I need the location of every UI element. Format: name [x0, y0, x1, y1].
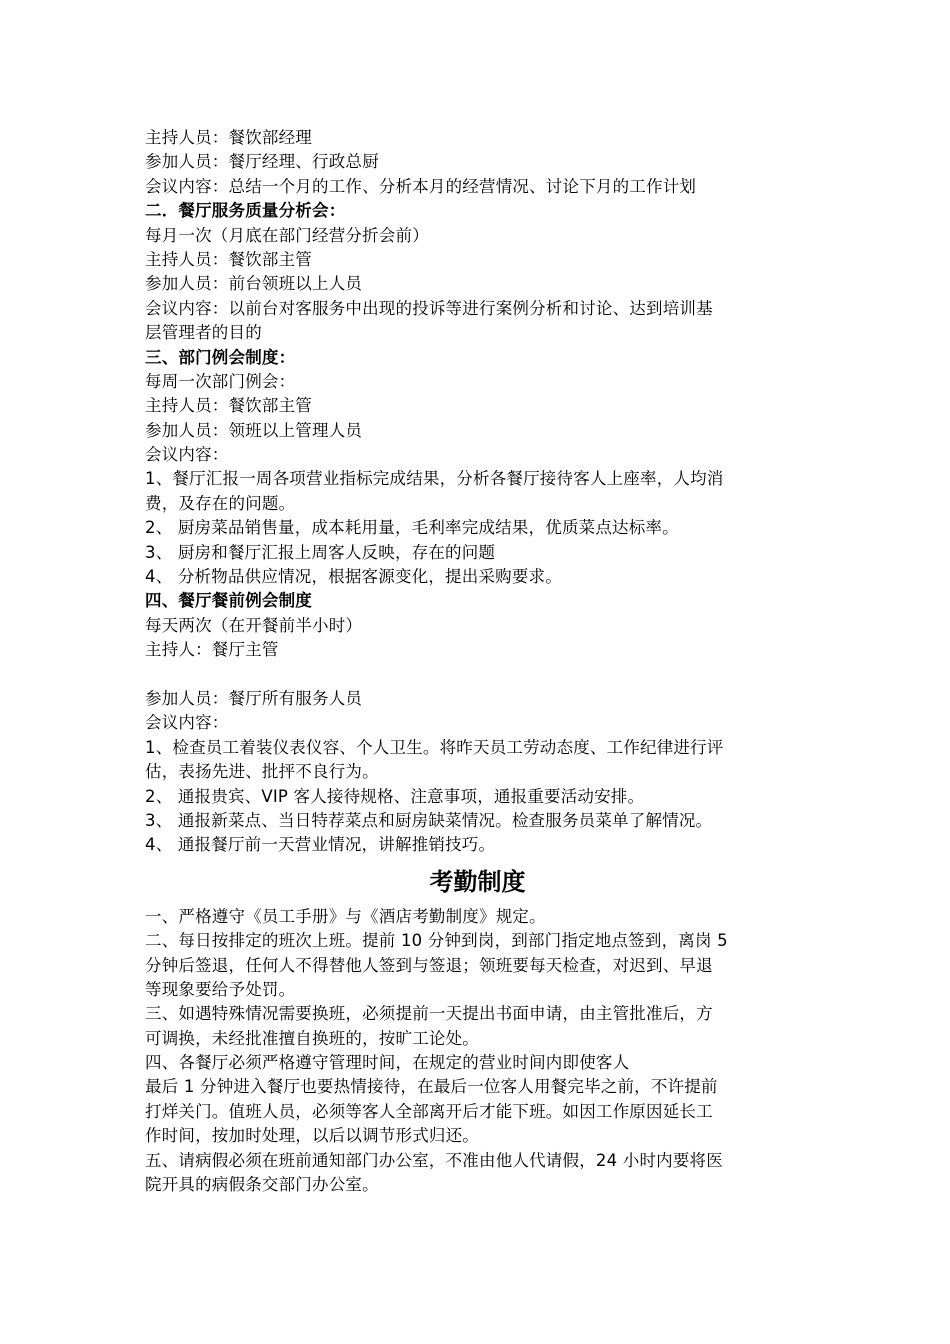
text-line: 主持人：餐厅主管 — [145, 640, 279, 660]
text-line: 参加人员：餐厅所有服务人员 — [145, 688, 363, 708]
list-item: 2、 通报贵宾、VIP 客人接待规格、注意事项，通报重要活动安排。 — [145, 786, 645, 806]
list-item: 3、 通报新菜点、当日特荐菜点和厨房缺菜情况。检查服务员菜单了解情况。 — [145, 810, 713, 830]
document-body — [145, 126, 810, 1197]
text-line: 会议内容：以前台对客服务中出现的投诉等进行案例分析和讨论、达到培训基 — [145, 298, 713, 318]
text-line: 可调换，未经批准擅自换班的，按旷工论处。 — [145, 1028, 479, 1048]
text-line: 每天两次（在开餐前半小时） — [145, 615, 363, 635]
text-line: 打烊关门。值班人员，必须等客人全部离开后才能下班。如因工作原因延长工 — [145, 1101, 713, 1121]
list-item: 4、 分析物品供应情况，根据客源变化，提出采购要求。 — [145, 567, 562, 587]
text-line: 五、请病假必须在班前通知部门办公室，不准由他人代请假，24 小时内要将医 — [145, 1150, 723, 1170]
list-item: 1、检查员工着装仪表仪容、个人卫生。将昨天员工劳动态度、工作纪律进行评 — [145, 737, 724, 757]
text-line: 分钟后签退，任何人不得替他人签到与签退；领班要每天检查，对迟到、早退 — [145, 955, 713, 975]
text-line: 二、每日按排定的班次上班。提前 10 分钟到岗，到部门指定地点签到，离岗 5 — [145, 931, 728, 951]
text-line: 最后 1 分钟进入餐厅也要热情接待，在最后一位客人用餐完毕之前，不许提前 — [145, 1077, 718, 1097]
list-item-continuation: 估，表扬先进、批抨不良行为。 — [145, 762, 379, 782]
text-line: 主持人员：餐饮部主管 — [145, 396, 312, 416]
text-line: 作时间，按加时处理，以后以调节形式归还。 — [145, 1126, 479, 1146]
text-line: 三、如遇特殊情况需要换班，必须提前一天提出书面申请，由主管批准后，方 — [145, 1004, 713, 1024]
text-line: 每月一次（月底在部门经营分折会前） — [145, 225, 429, 245]
section-heading: 四、餐厅餐前例会制度 — [145, 591, 312, 611]
text-line: 等现象要给予处罚。 — [145, 979, 296, 999]
text-line: 院开具的病假条交部门办公室。 — [145, 1175, 379, 1195]
text-line: 参加人员：前台领班以上人员 — [145, 274, 363, 294]
list-item: 2、 厨房菜品销售量，成本耗用量，毛利率完成结果，优质菜点达标率。 — [145, 518, 679, 538]
text-line: 会议内容：总结一个月的工作、分析本月的经营情况、讨论下月的工作计划 — [145, 176, 697, 196]
section-2 — [145, 199, 810, 345]
blank-line — [145, 663, 810, 687]
list-item-continuation: 费，及存在的问题。 — [145, 493, 296, 513]
text-line: 参加人员：领班以上管理人员 — [145, 420, 363, 440]
section-4 — [145, 589, 810, 857]
text-line: 会议内容： — [145, 713, 229, 733]
list-item: 1、餐厅汇报一周各项营业指标完成结果，分析各餐厅接待客人上座率，人均消 — [145, 469, 724, 489]
attendance-section — [145, 905, 810, 1198]
list-item: 4、 通报餐厅前一天营业情况，讲解推销技巧。 — [145, 835, 496, 855]
section-heading: 三、部门例会制度： — [145, 347, 296, 367]
text-line: 主持人员：餐饮部主管 — [145, 249, 312, 269]
text-line: 会议内容： — [145, 445, 229, 465]
text-line: 主持人员：餐饮部经理 — [145, 128, 312, 147]
text-line: 每周一次部门例会： — [145, 371, 296, 391]
section-heading: 二．餐厅服务质量分析会： — [145, 201, 346, 221]
section-1 — [145, 126, 810, 199]
section-3 — [145, 346, 810, 590]
text-line: 四、各餐厅必须严格遵守管理时间，在规定的营业时间内即使客人 — [145, 1053, 630, 1073]
text-line: 参加人员：餐厅经理、行政总厨 — [145, 152, 379, 172]
document-title: 考勤制度 — [429, 867, 526, 896]
text-line: 层管理者的目的 — [145, 323, 262, 343]
list-item: 3、 厨房和餐厅汇报上周客人反映，存在的问题 — [145, 542, 496, 562]
text-line: 一、严格遵守《员工手册》与《酒店考勤制度》规定。 — [145, 906, 546, 926]
